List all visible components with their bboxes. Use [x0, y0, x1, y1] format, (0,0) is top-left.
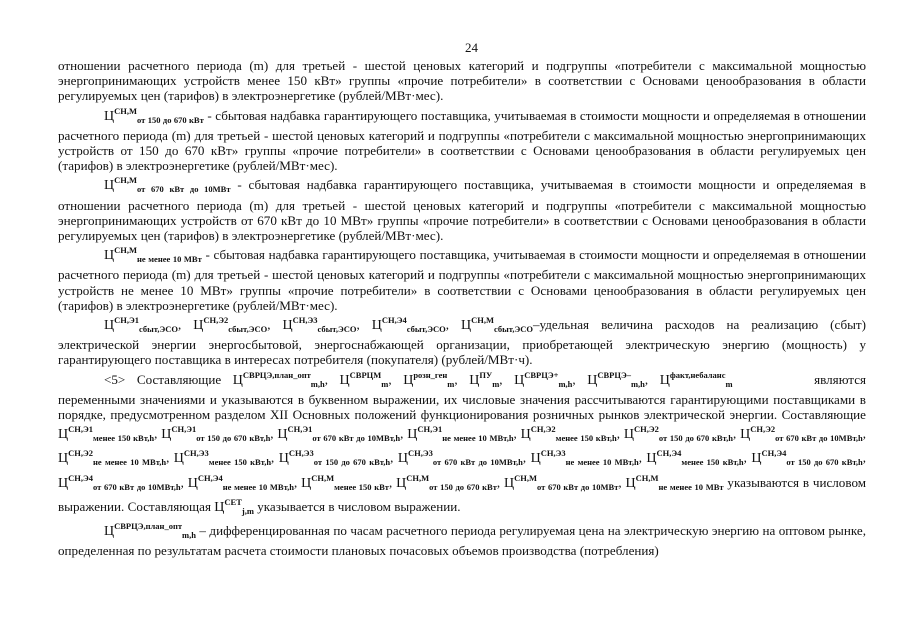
- formula-symbol: $Ц^{СН,М}_{от 150 до 670 кВт}$: [396, 472, 497, 492]
- formula-symbol: $Ц^{СН,Э2}_{от 150 до 670 кВт,h}$: [623, 424, 733, 444]
- formula-symbol: $Ц^{СН,М}_{от 150 до 670 кВт}$: [104, 105, 204, 125]
- formula-symbol: $Ц^{СН,Э4}_{менее 150 кВт,h}$: [646, 448, 744, 468]
- formula-symbol: $Ц^{СН,М}_{не менее 10 МВт}$: [625, 472, 724, 492]
- paragraph-3: $Ц^{СН,М}_{от 670 кВт до 10МВт}$ - сбытовая надбавка гарантирующего поставщика, учитываемая в стоимости мощности и определяемая в отношении расчетного периода (m) для третьей - шестой ценовых категорий и подгруппы «потребители с максимальной мощностью энергопринимающих устройств от 670 кВт до 10 МВт» группы «прочие потребители» в соответствии с Основами ценообразования в области регулируемых цен (тарифов) в электроэнергетике (рублей/МВт·мес).: [58, 175, 866, 244]
- formula-symbol: $Ц^{СН,Э3}_{сбыт,ЭСО}$: [282, 315, 357, 335]
- formula-symbol: $Ц^{СН,Э3}_{от 150 до 670 кВт,h}$: [278, 448, 391, 468]
- formula-symbol: $Ц^{СН,Э3}_{не менее 10 МВт,h}$: [530, 448, 639, 468]
- paragraph-7: $Ц^{СВРЦЭ,план\_опт}_{m,h}$ – дифференцированная по часам расчетного периода регулируемая цена на электрическую энергию на оптовом рынке, определенная по результатам расчета стоимости плановых почасовых объемов производства (потребления): [58, 521, 866, 559]
- formula-symbol: $Ц^{СН,Э1}_{сбыт,ЭСО}$: [104, 315, 178, 335]
- formula-symbol: $Ц^{ПУ}_m$: [469, 369, 500, 389]
- formula-symbol: $Ц^{СН,Э1}_{от 670 кВт до 10МВт,h}$: [277, 424, 401, 444]
- formula-symbol: $Ц^{СН,Э2}_{менее 150 кВт,h}$: [520, 424, 617, 444]
- document-body: [58, 58, 866, 558]
- formula-symbol: $Ц^{СЕТ}_{j,m}$: [214, 496, 254, 516]
- formula-symbol: $Ц^{СН,М}_{менее 150 кВт}$: [301, 472, 389, 492]
- formula-symbol: $Ц^{СН,М}_{от 670 кВт до 10МВт}$: [104, 175, 231, 195]
- paragraph-1: отношении расчетного периода (m) для третьей - шестой ценовых категорий и подгруппы «потребители с максимальной мощностью энергопринимающих устройств менее 150 кВт» группы «прочие потребители» в соответствии с Основами ценообразования в области регулируемых цен (тарифов) в электроэнергетике (рублей/МВт·мес).: [58, 58, 866, 104]
- formula-symbol: $Ц^{СН,М}_{не менее 10 МВт}$: [104, 245, 202, 265]
- formula-symbol: $Ц^{СН,Э1}_{от 150 до 670 кВт,h}$: [161, 424, 271, 444]
- formula-symbol: $Ц^{СН,Э4}_{сбыт,ЭСО}$: [371, 315, 446, 335]
- paragraph-5: $Ц^{СН,Э1}_{сбыт,ЭСО}$, $Ц^{СН,Э2}_{сбыт,ЭСО}$, $Ц^{СН,Э3}_{сбыт,ЭСО}$, $Ц^{СН,Э4}_{сбыт,ЭСО}$, $Ц^{СН,М}_{сбыт,ЭСО}$–удельная величина расходов на реализацию (сбыт) электрической энергии энергосбытовой, энергоснабжающей организации, приобретающей электрическую энергию (мощность) у гарантирующего поставщика в интересах потребителя (покупателя) (рублей/МВт·ч).: [58, 315, 867, 368]
- formula-symbol: $Ц^{СВРЦЭ-}_{m,h}$: [587, 369, 645, 389]
- formula-symbol: $Ц^{СН,Э1}_{не менее 10 МВт,h}$: [407, 424, 514, 444]
- formula-symbol: $Ц^{СН,Э4}_{не менее 10 МВт,h}$: [187, 472, 294, 492]
- page-number: 24: [465, 40, 478, 55]
- formula-symbol: $Ц^{СН,Э2}_{от 670 кВт до 10МВт,h}$: [740, 424, 863, 444]
- paragraph-6: <5> Составляющие $Ц^{СВРЦЭ,план\_опт}_{m,h}$, $Ц^{СВРЦМ}_m$, $Ц^{розн\_ген}_m$, $Ц^{ПУ}_m$, $Ц^{СВРЦЭ+}_{m,h}$, $Ц^{СВРЦЭ-}_{m,h}$, $Ц^{факт,небаланс}_m$ являются переменными значениями и указываются в буквенном выражении, их числовые значения рассчитываются гарантирующими поставщиками в порядке, предусмотренном разделом XII Основных положений функционирования розничных рынков электрической энергии. Составляющие $Ц^{СН,Э1}_{менее 150 кВт,h}$, $Ц^{СН,Э1}_{от 150 до 670 кВт,h}$, $Ц^{СН,Э1}_{от 670 кВт до 10МВт,h}$, $Ц^{СН,Э1}_{не менее 10 МВт,h}$, $Ц^{СН,Э2}_{менее 150 кВт,h}$, $Ц^{СН,Э2}_{от 150 до 670 кВт,h}$, $Ц^{СН,Э2}_{от 670 кВт до 10МВт,h}$, $Ц^{СН,Э2}_{не менее 10 МВт,h}$, $Ц^{СН,Э3}_{менее 150 кВт,h}$, $Ц^{СН,Э3}_{от 150 до 670 кВт,h}$, $Ц^{СН,Э3}_{от 670 кВт до 10МВт,h}$, $Ц^{СН,Э3}_{не менее 10 МВт,h}$, $Ц^{СН,Э4}_{менее 150 кВт,h}$, $Ц^{СН,Э4}_{от 150 до 670 кВт,h}$, $Ц^{СН,Э4}_{от 670 кВт до 10МВт,h}$, $Ц^{СН,Э4}_{не менее 10 МВт,h}$, $Ц^{СН,М}_{менее 150 кВт}$, $Ц^{СН,М}_{от 150 до 670 кВт}$, $Ц^{СН,М}_{от 670 кВт до 10МВт}$, $Ц^{СН,М}_{не менее 10 МВт}$ указываются в числовом выражении. Составляющая $Ц^{СЕТ}_{j,m}$ указывается в числовом выражении.: [58, 369, 867, 516]
- formula-symbol: $Ц^{СН,Э4}_{от 150 до 670 кВт,h}$: [751, 448, 863, 468]
- formula-symbol: $Ц^{СН,Э3}_{менее 150 кВт,h}$: [173, 448, 272, 468]
- formula-symbol: $Ц^{СН,Э3}_{от 670 кВт до 10МВт,h}$: [397, 448, 523, 468]
- formula-symbol: $Ц^{СВРЦМ}_m$: [339, 369, 389, 389]
- formula-symbol: $Ц^{розн\_ген}_m$: [403, 369, 455, 389]
- formula-symbol: $Ц^{СВРЦЭ,план\_опт}_{m,h}$: [104, 521, 196, 541]
- paragraph-4: $Ц^{СН,М}_{не менее 10 МВт}$ - сбытовая надбавка гарантирующего поставщика, учитываемая в стоимости мощности и определяемая в отношении расчетного периода (m) для третьей - шестой ценовых категорий и подгруппы «потребители с максимальной мощностью энергопринимающих устройств не менее 10 МВт» группы «прочие потребители» в соответствии с Основами ценообразования в области регулируемых цен (тарифов) в электроэнергетике (рублей/МВт·мес).: [58, 245, 866, 313]
- formula-symbol: $Ц^{СН,Э4}_{от 670 кВт до 10МВт,h}$: [58, 472, 181, 492]
- formula-symbol: $Ц^{СВРЦЭ,план\_опт}_{m,h}$: [232, 369, 325, 389]
- formula-symbol: $Ц^{СН,Э1}_{менее 150 кВт,h}$: [58, 424, 155, 444]
- formula-symbol: $Ц^{СН,Э2}_{сбыт,ЭСО}$: [193, 315, 268, 335]
- formula-symbol: $Ц^{СН,Э2}_{не менее 10 МВт,h}$: [58, 448, 167, 468]
- paragraph-2: $Ц^{СН,М}_{от 150 до 670 кВт}$ - сбытовая надбавка гарантирующего поставщика, учитываемая в стоимости мощности и определяемая в отношении расчетного периода (m) для третьей - шестой ценовых категорий и подгруппы «потребители с максимальной мощностью энергопринимающих устройств от 150 до 670 кВт» группы «прочие потребители» в соответствии с Основами ценообразования в области регулируемых цен (тарифов) в электроэнергетике (рублей/МВт·мес).: [58, 105, 867, 174]
- formula-symbol: $Ц^{СН,М}_{сбыт,ЭСО}$: [461, 315, 533, 335]
- formula-symbol: $Ц^{СВРЦЭ+}_{m,h}$: [514, 369, 573, 389]
- formula-symbol: $Ц^{СН,М}_{от 670 кВт до 10МВт}$: [503, 472, 619, 492]
- formula-symbol: $Ц^{факт,небаланс}_m$: [659, 369, 733, 389]
